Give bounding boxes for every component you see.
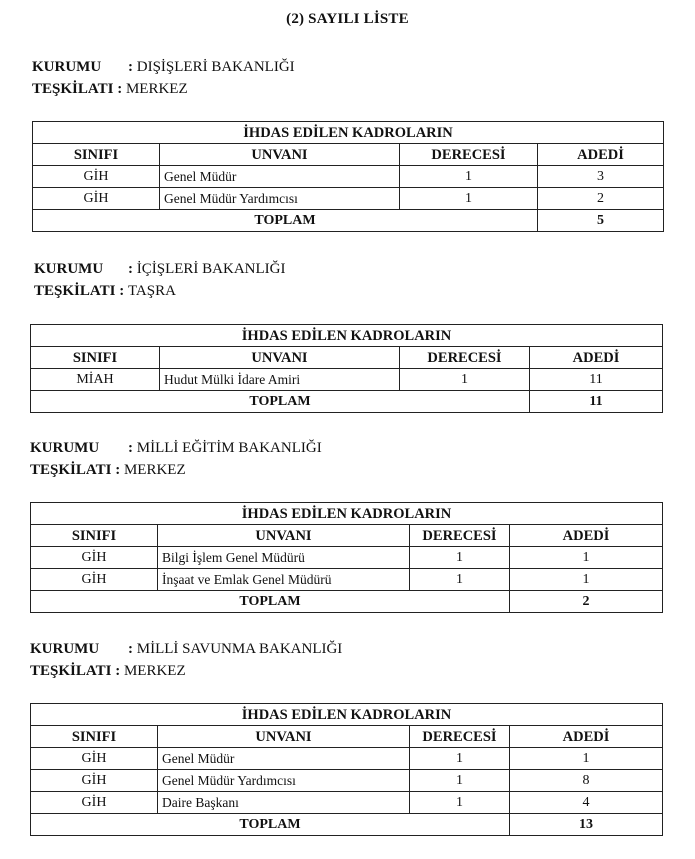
document-title: (2) SAYILI LİSTE bbox=[286, 11, 409, 27]
separator: : bbox=[128, 59, 133, 75]
col-adedi-header: ADEDİ bbox=[510, 726, 663, 748]
kurumu-value: MİLLİ EĞİTİM BAKANLIĞI bbox=[136, 440, 322, 456]
derecesi-cell: 1 bbox=[410, 547, 510, 569]
sinifi-cell: GİH bbox=[31, 569, 158, 591]
separator: : bbox=[128, 440, 133, 456]
sinifi-cell: GİH bbox=[31, 770, 158, 792]
section-1-org-info bbox=[32, 56, 295, 100]
col-adedi-header: ADEDİ bbox=[530, 347, 663, 369]
adedi-cell: 2 bbox=[538, 188, 664, 210]
unvani-cell: İnşaat ve Emlak Genel Müdürü bbox=[158, 569, 410, 591]
table-row bbox=[31, 748, 663, 770]
section-1-table bbox=[32, 121, 664, 232]
table-row bbox=[31, 770, 663, 792]
unvani-cell: Genel Müdür bbox=[160, 166, 400, 188]
kurumu-label: KURUMU bbox=[30, 641, 100, 657]
sinifi-cell: GİH bbox=[31, 748, 158, 770]
kurumu-label: KURUMU bbox=[32, 59, 102, 75]
table-header: İHDAS EDİLEN KADROLARIN bbox=[31, 325, 663, 347]
teskilati-label: TEŞKİLATI bbox=[34, 283, 116, 299]
total-row bbox=[31, 814, 663, 836]
separator: : bbox=[115, 663, 121, 679]
table-row bbox=[31, 369, 663, 391]
sinifi-cell: GİH bbox=[33, 166, 160, 188]
derecesi-cell: 1 bbox=[400, 369, 530, 391]
toplam-label: TOPLAM bbox=[33, 210, 538, 232]
teskilati-value: MERKEZ bbox=[123, 462, 186, 478]
teskilati-label: TEŞKİLATI bbox=[30, 462, 112, 478]
section-2-table bbox=[30, 324, 663, 413]
kurumu-value: MİLLİ SAVUNMA BAKANLIĞI bbox=[136, 641, 343, 657]
toplam-value: 2 bbox=[510, 591, 663, 613]
col-unvani-header: UNVANI bbox=[158, 525, 410, 547]
teskilati-label: TEŞKİLATI bbox=[30, 663, 112, 679]
unvani-cell: Genel Müdür bbox=[158, 748, 410, 770]
col-adedi-header: ADEDİ bbox=[510, 525, 663, 547]
col-derecesi-header: DERECESİ bbox=[410, 726, 510, 748]
teskilati-value: MERKEZ bbox=[123, 663, 186, 679]
table-row bbox=[33, 166, 664, 188]
col-derecesi-header: DERECESİ bbox=[410, 525, 510, 547]
col-sinifi-header: SINIFI bbox=[31, 726, 158, 748]
unvani-cell: Bilgi İşlem Genel Müdürü bbox=[158, 547, 410, 569]
separator: : bbox=[119, 283, 125, 299]
toplam-value: 11 bbox=[530, 391, 663, 413]
unvani-cell: Hudut Mülki İdare Amiri bbox=[160, 369, 400, 391]
sinifi-cell: GİH bbox=[33, 188, 160, 210]
adedi-cell: 1 bbox=[510, 547, 663, 569]
table-row bbox=[33, 188, 664, 210]
unvani-cell: Genel Müdür Yardımcısı bbox=[160, 188, 400, 210]
adedi-cell: 1 bbox=[510, 748, 663, 770]
table-header: İHDAS EDİLEN KADROLARIN bbox=[31, 704, 663, 726]
toplam-value: 5 bbox=[538, 210, 664, 232]
sinifi-cell: GİH bbox=[31, 792, 158, 814]
total-row bbox=[33, 210, 664, 232]
table-row bbox=[31, 547, 663, 569]
total-row bbox=[31, 591, 663, 613]
section-4-org-info bbox=[30, 638, 342, 682]
separator: : bbox=[117, 81, 123, 97]
teskilati-value: TAŞRA bbox=[127, 283, 176, 299]
col-unvani-header: UNVANI bbox=[160, 144, 400, 166]
sinifi-cell: MİAH bbox=[31, 369, 160, 391]
toplam-value: 13 bbox=[510, 814, 663, 836]
col-adedi-header: ADEDİ bbox=[538, 144, 664, 166]
separator: : bbox=[128, 641, 133, 657]
col-derecesi-header: DERECESİ bbox=[400, 347, 530, 369]
derecesi-cell: 1 bbox=[410, 770, 510, 792]
separator: : bbox=[115, 462, 121, 478]
derecesi-cell: 1 bbox=[400, 166, 538, 188]
table-header: İHDAS EDİLEN KADROLARIN bbox=[31, 503, 663, 525]
adedi-cell: 1 bbox=[510, 569, 663, 591]
col-derecesi-header: DERECESİ bbox=[400, 144, 538, 166]
adedi-cell: 8 bbox=[510, 770, 663, 792]
unvani-cell: Daire Başkanı bbox=[158, 792, 410, 814]
col-unvani-header: UNVANI bbox=[158, 726, 410, 748]
teskilati-label: TEŞKİLATI bbox=[32, 81, 114, 97]
kurumu-value: DIŞİŞLERİ BAKANLIĞI bbox=[136, 59, 295, 75]
separator: : bbox=[128, 261, 133, 277]
derecesi-cell: 1 bbox=[400, 188, 538, 210]
kurumu-value: İÇİŞLERİ BAKANLIĞI bbox=[136, 261, 286, 277]
derecesi-cell: 1 bbox=[410, 569, 510, 591]
adedi-cell: 11 bbox=[530, 369, 663, 391]
kurumu-label: KURUMU bbox=[34, 261, 104, 277]
derecesi-cell: 1 bbox=[410, 792, 510, 814]
col-sinifi-header: SINIFI bbox=[31, 525, 158, 547]
section-4-table bbox=[30, 703, 663, 836]
adedi-cell: 3 bbox=[538, 166, 664, 188]
derecesi-cell: 1 bbox=[410, 748, 510, 770]
toplam-label: TOPLAM bbox=[31, 391, 530, 413]
unvani-cell: Genel Müdür Yardımcısı bbox=[158, 770, 410, 792]
section-3-table bbox=[30, 502, 663, 613]
table-row bbox=[31, 569, 663, 591]
kurumu-label: KURUMU bbox=[30, 440, 100, 456]
teskilati-value: MERKEZ bbox=[125, 81, 188, 97]
adedi-cell: 4 bbox=[510, 792, 663, 814]
col-sinifi-header: SINIFI bbox=[31, 347, 160, 369]
section-2-org-info bbox=[34, 258, 285, 302]
total-row bbox=[31, 391, 663, 413]
table-header: İHDAS EDİLEN KADROLARIN bbox=[33, 122, 664, 144]
section-3-org-info bbox=[30, 437, 322, 481]
col-unvani-header: UNVANI bbox=[160, 347, 400, 369]
toplam-label: TOPLAM bbox=[31, 591, 510, 613]
toplam-label: TOPLAM bbox=[31, 814, 510, 836]
col-sinifi-header: SINIFI bbox=[33, 144, 160, 166]
sinifi-cell: GİH bbox=[31, 547, 158, 569]
table-row bbox=[31, 792, 663, 814]
